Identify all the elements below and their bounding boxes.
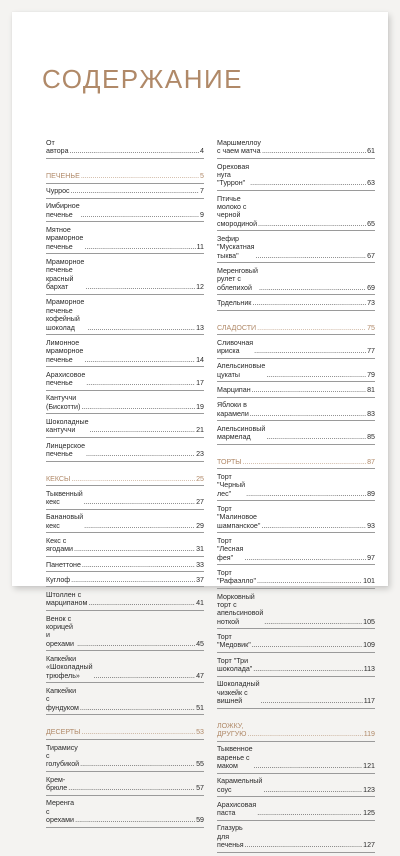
page-number: 57 [196,783,204,792]
entry-title: Маршмеллоу с чаем матча [217,139,261,156]
dot-leader [86,379,195,387]
toc-entry [217,401,375,421]
page-number: 121 [363,761,375,770]
entry-title: Тирамису с голубикой [46,743,80,769]
page-number: 117 [363,696,375,705]
entry-title: Ореховая нуга "Туррон" [217,162,250,188]
dot-leader [81,728,195,736]
toc-entry [46,591,204,611]
dot-leader [71,187,199,195]
entry-title: Шоколадные кантуччи [46,417,89,435]
dot-leader [263,786,362,794]
dot-leader [244,554,366,562]
page-number: 19 [196,402,204,411]
dot-leader [88,599,195,607]
toc-entry [46,799,204,827]
entry-title: Яблоки в карамели [217,401,249,418]
toc-entry [46,202,204,222]
toc-entry [46,576,204,588]
toc-entry [217,745,375,773]
page-number: 11 [196,242,204,251]
dot-leader [262,147,366,155]
page-number: 61 [367,147,375,156]
toc-entry [46,776,204,796]
dot-leader [245,841,363,849]
dot-leader [243,458,367,466]
page-number: 85 [367,433,375,442]
entry-title: Торт "Малиновое шампанское" [217,504,261,530]
dot-leader [71,475,195,483]
page-number: 59 [196,815,204,824]
entry-title: Линцерское печенье [46,441,86,458]
page-number: 105 [363,617,375,626]
section-title: ТОРТЫ [217,457,242,466]
toc-entry [46,226,204,254]
toc-section-heading [46,475,204,487]
page-number: 23 [196,449,204,458]
entry-title: Лимонное мраморное печенье [46,338,84,364]
toc-entry [217,633,375,653]
toc-left-column [46,139,204,831]
dot-leader [246,490,366,498]
entry-title: Чуррос [46,187,70,196]
page-number: 47 [196,671,204,680]
toc-entry [217,777,375,797]
toc-entry [217,386,375,398]
dot-leader [257,809,362,817]
page-number: 55 [196,760,204,769]
section-title: ПЕЧЕНЬЕ [46,172,80,180]
page-number: 125 [363,809,375,818]
dot-leader [264,618,362,626]
dot-leader [85,283,195,291]
toc-entry [46,258,204,295]
dot-leader [81,403,195,411]
toc-entry [217,569,375,589]
page-number: 93 [367,521,375,530]
section-title: ЛОЖКУ, ДРУГУЮ [217,721,247,738]
dot-leader [82,561,195,569]
dot-leader [256,252,367,260]
toc-entry [217,537,375,565]
page-number: 17 [196,379,204,388]
page-number: 73 [367,299,375,307]
page-number: 29 [196,521,204,530]
dot-leader [84,498,195,506]
page-number: 97 [367,553,375,562]
entry-title: Банановый кекс [46,513,84,530]
dot-leader [74,545,195,553]
toc-entry [217,593,375,630]
page-number: 75 [367,323,375,332]
entry-title: Торт "Три шоколада" [217,656,253,673]
page-number: 13 [196,323,204,332]
page-number: 119 [363,729,375,738]
page-number: 41 [196,599,204,608]
entry-title: Марципан [217,385,251,394]
toc-entry [46,442,204,462]
page-number: 25 [196,474,204,483]
entry-title: Арахисовое печенье [46,370,86,388]
toc-entry [217,195,375,232]
entry-title: Капкейки с фундуком [46,686,79,712]
dot-leader [254,347,366,355]
dot-leader [81,172,199,180]
entry-title: Шоколадный чизкейк с вишней [217,680,260,705]
dot-leader [80,704,195,712]
page-number: 113 [363,664,375,673]
dot-leader [258,220,366,228]
page-title: СОДЕРЖАНИЕ [42,64,244,94]
page-number: 31 [196,545,204,554]
dot-leader [70,147,199,155]
dot-leader [261,697,363,705]
toc-entry [217,163,375,191]
page-number: 87 [367,457,375,466]
entry-title: Тыквенный кекс [46,489,83,507]
toc-entry [46,187,204,199]
page-number: 69 [367,283,375,292]
entry-title: Зефир "Мускатная тыква" [217,235,255,260]
page-number: 12 [196,283,204,292]
entry-title: Морковный торт с апельсиновой ноткой [217,592,264,626]
dot-leader [80,760,195,768]
toc-entry [46,394,204,414]
page-number: 127 [363,841,375,850]
entry-title: Сливочная ириска [217,338,254,356]
toc-entry [46,298,204,335]
entry-title: Апельсиновый мармелад [217,424,266,442]
dot-leader [266,371,366,379]
entry-title: Арахисовая паста [217,800,257,818]
toc-entry [46,537,204,557]
page-number: 14 [196,355,204,364]
page-number: 9 [200,210,204,219]
entry-title: Торт "Черный лес" [217,472,246,498]
page-number: 7 [200,187,204,196]
dot-leader [75,816,195,824]
toc-entry [217,505,375,533]
dot-leader [71,576,195,584]
page-number: 123 [363,785,375,794]
page-number: 83 [367,409,375,418]
page-number: 65 [367,219,375,228]
toc-section-heading [217,324,375,336]
page-number: 53 [196,728,204,737]
dot-leader [261,522,366,530]
page-number: 77 [367,347,375,356]
entry-title: Трдельник [217,299,252,307]
page-number: 27 [196,498,204,507]
entry-title: Мраморное печенье кофейный шоколад [46,298,85,332]
toc-entry [46,561,204,573]
entry-title: Панеттоне [46,560,81,569]
page-number: 5 [200,172,204,180]
toc-entry [46,615,204,652]
toc-entry [46,490,204,510]
dot-leader [253,665,362,673]
page-number: 101 [363,577,375,586]
dot-leader [86,450,195,458]
entry-title: Капкейки «Шоколадный трюфель» [46,654,93,680]
entry-title: Меренга с орехами [46,799,75,824]
dot-leader [252,641,362,649]
dot-leader [68,784,195,792]
dot-leader [257,577,362,585]
dot-leader [250,410,366,418]
entry-title: Торт "Рафаэлло" [217,568,257,586]
toc-entry [217,362,375,382]
toc-entry [46,371,204,391]
toc-entry [46,339,204,367]
book-page [12,12,388,850]
toc-section-heading [217,722,375,742]
toc-entry [217,299,375,311]
entry-title: Апельсиновые цукаты [217,362,266,379]
dot-leader [266,433,366,441]
toc-section-heading [46,728,204,740]
page-number: 109 [363,641,375,650]
toc-entry [217,680,375,708]
toc-entry [217,235,375,263]
toc-entry [217,139,375,159]
dot-leader [252,386,367,394]
entry-title: Тыквенное варенье с маком [217,745,253,770]
toc-entry [217,339,375,359]
dot-leader [252,299,366,307]
entry-title: Птичье молоко с черной смородиной [217,194,258,228]
toc-entry [217,801,375,821]
page-number: 4 [200,147,204,156]
page-number: 33 [196,560,204,569]
page-number: 89 [367,489,375,498]
dot-leader [84,356,195,364]
dot-leader [81,211,199,219]
entry-title: Мраморное печенье красный бархат [46,257,85,292]
dot-leader [94,672,196,680]
entry-title: Венок с корицей и орехами [46,614,74,648]
page-number: 63 [367,179,375,188]
entry-title: Меренговый рулет с облепихой [217,267,258,292]
toc-entry [217,425,375,445]
entry-title: Куглоф [46,575,71,584]
page-number: 51 [196,703,204,712]
section-title: СЛАДОСТИ [217,323,257,332]
dot-leader [254,762,363,770]
dot-leader [250,179,366,187]
section-title: КЕКСЫ [46,474,71,483]
dot-leader [257,324,366,332]
entry-title: Имбирное печенье [46,202,80,219]
page-number: 21 [196,426,204,435]
toc-entry [46,418,204,438]
entry-title: Кекс с ягодами [46,536,73,554]
entry-title: Кантуччи (Бискотти) [46,394,81,411]
entry-title: Торт "Медовик" [217,632,251,650]
toc-entry [46,687,204,715]
dot-leader [77,640,195,648]
entry-title: От автора [46,139,69,156]
page-number: 81 [367,385,375,394]
page-number: 37 [196,575,204,584]
dot-leader [88,324,195,332]
page-number: 67 [367,251,375,260]
dot-leader [84,243,195,251]
entry-title: Карамельный соус [217,777,263,794]
toc-entry [46,139,204,159]
dot-leader [247,730,362,738]
toc-section-heading [46,172,204,184]
toc-entry [217,657,375,677]
toc-entry [46,655,204,683]
toc-entry [46,513,204,533]
dot-leader [90,426,196,434]
toc-entry [217,267,375,295]
entry-title: Штоллен с марципаном [46,590,88,608]
dot-leader [84,522,195,530]
section-title: ДЕСЕРТЫ [46,728,81,737]
page-number: 45 [196,639,204,648]
entry-title: Крем-брюле [46,775,68,792]
entry-title: Мятное мраморное печенье [46,225,84,251]
toc-entry [217,824,375,852]
entry-title: Глазурь для печенья [217,824,244,850]
page-number: 79 [367,370,375,379]
toc-entry [217,473,375,501]
entry-title: Торт "Лесная фея" [217,536,244,562]
toc-right-column [217,139,375,856]
toc-entry [46,744,204,772]
toc-section-heading [217,458,375,470]
dot-leader [259,284,366,292]
